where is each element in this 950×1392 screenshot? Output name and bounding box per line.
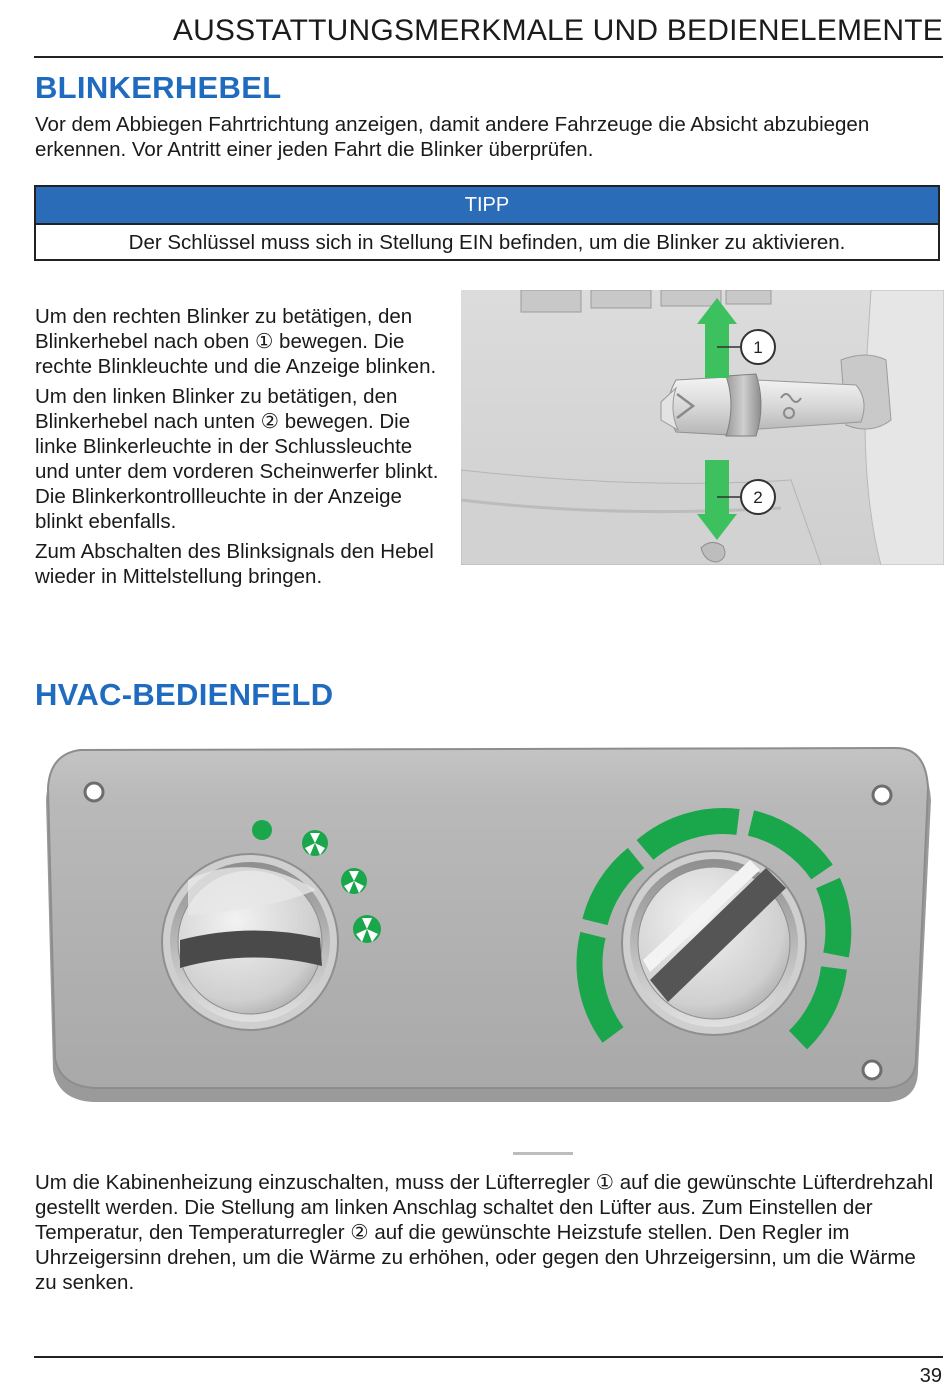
fan-speed-knob[interactable]	[162, 854, 338, 1030]
fan-speed-2-icon	[341, 868, 367, 894]
callout-down-label: 2	[753, 488, 763, 507]
instruction-cancel-signal: Zum Abschalten des Blinksignals den Hebel wieder in Mittelstellung bringen.	[35, 540, 434, 588]
blinker-intro: Vor dem Abbiegen Fahrtrichtung anzeigen, damit andere Fahrzeuge die Absicht abzubiegen erkennen. Vor Antritt einer jeden Fahrt die Blinker überprüfen.	[35, 113, 870, 161]
temperature-knob[interactable]	[622, 851, 806, 1035]
section-title-blinker: BLINKERHEBEL	[35, 70, 282, 105]
hvac-description: Um die Kabinenheizung einzuschalten, muss der Lüfterregler ① auf die gewünschte Lüfterdrehzahl gestellt werden. Die Stellung am linken Anschlag schaltet den Lüfter aus. Zum Einstellen der Temperatur, den Temperaturregler ② auf die gewünschte Heizstufe stellen. Den Regler im Uhrzeigersinn drehen, um die Wärme zu erhöhen, oder gegen den Uhrzeigersinn, um die Wärme zu senken.	[35, 1171, 934, 1294]
instruction-left-signal: Um den linken Blinker zu betätigen, den Blinkerhebel nach unten ② bewegen. Die linke Blinkerleuchte in der Schlussleuchte und unter dem vorderen Scheinwerfer blinkt. Die Blinkerkontrollleuchte in der Anzeige blinkt ebenfalls.	[35, 385, 439, 533]
fan-speed-1-icon	[302, 830, 328, 856]
footer-rule	[34, 1356, 943, 1358]
page-header	[34, 12, 943, 58]
blinker-instructions	[35, 304, 445, 594]
tip-text: Der Schlüssel muss sich in Stellung EIN befinden, um die Blinker zu aktivieren.	[128, 231, 846, 254]
tip-heading: TIPP	[36, 187, 938, 225]
callout-up-label: 1	[753, 338, 763, 357]
page-number: 39	[919, 1365, 942, 1387]
instruction-right-signal: Um den rechten Blinker zu betätigen, den Blinkerhebel nach oben ① bewegen. Die rechte Blinkleuchte und die Anzeige blinken.	[35, 305, 437, 378]
tip-box	[34, 185, 940, 261]
section-title-hvac: HVAC-BEDIENFELD	[35, 677, 334, 712]
chapter-title: AUSSTATTUNGSMERKMALE UND BEDIENELEMENTE	[172, 14, 943, 47]
hvac-panel-illustration	[38, 740, 938, 1160]
turn-signal-lever-illustration	[461, 290, 944, 565]
fan-speed-3-icon	[353, 915, 381, 943]
